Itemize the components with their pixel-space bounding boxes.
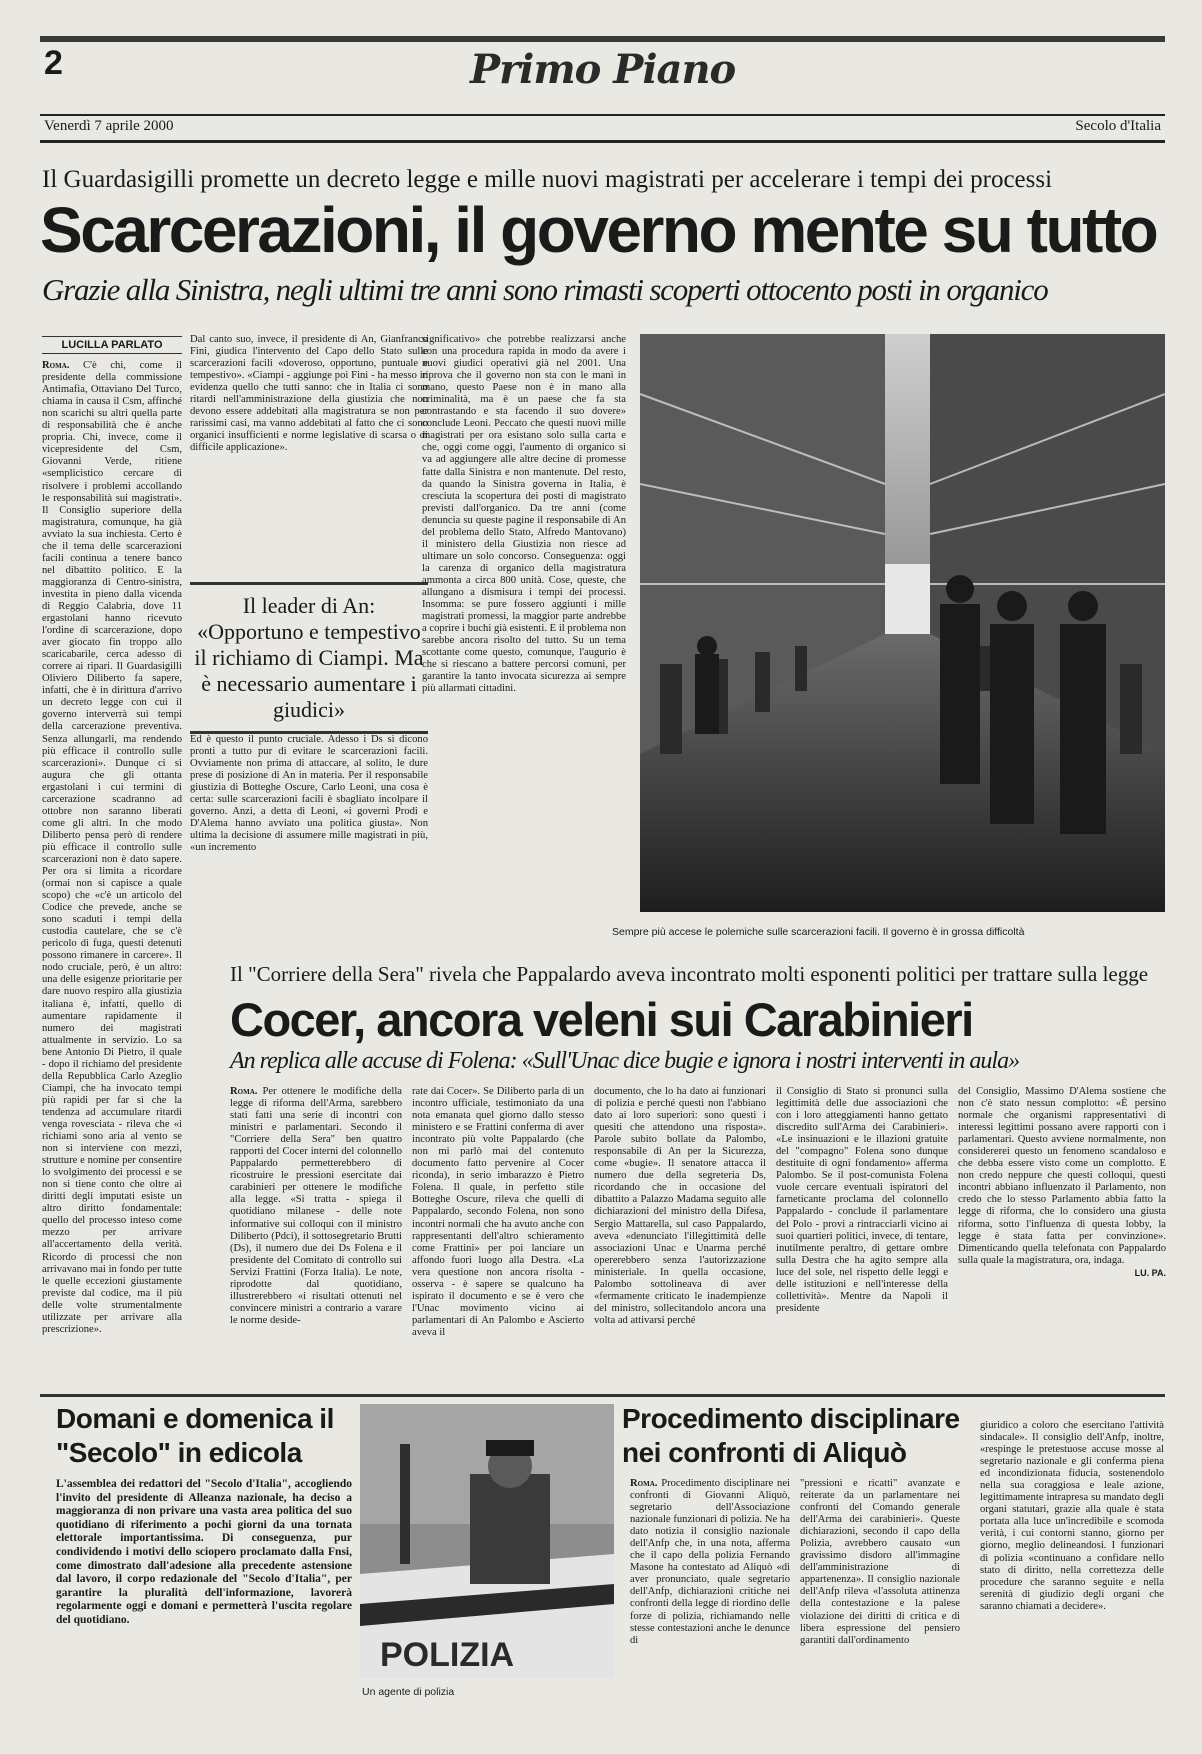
main-dateline: Roma. <box>42 360 70 372</box>
section-title: Primo Piano <box>470 46 736 93</box>
second-subhead: An replica alle accuse di Folena: «Sull'Unac dice bugie e ignora i nostri interventi in aula» <box>230 1048 1020 1074</box>
second-column-2-text: rate dai Cocer». Se Diliberto parla di un incontro ufficiale, testimoniato da una nota emanata quel giorno dallo stesso ministero e se Frattini conferma di aver incontrato più volte Pappalardo (che non mi parlò mai del contenuto documento fatto pervenire al Cocer riconda), in serio imbarazzo è Pietro Folena. Il quale, in perfetto stile Botteghe Oscure, rileva che quelli di Pappalardo, secondo Folena, non sono incontri normali che ha avuto anche con rappresentanti dell'altro schieramento come Frattini» per poi lanciare un affondo fuori luogo alla Destra. «La vera questione non ancora risolta - osserva - è sapere se qualcuno ha ispirato il documento e se è vero che l'Unac movimento vicino ai parlamentari di An Palombo e Ascierto aveva il <box>412 1086 584 1338</box>
aliquo-column-3-text: giuridico a coloro che esercitano l'attività sindacale». Il consiglio dell'Anfp, inoltre, «respinge le pretestuose accuse mosse al segretario nazionale e gli conferma piena ed incondizionata fiducia, sostenendolo nella sua coraggiosa e leale azione, legittimamente intrapresa su mandato degli organi statutari, grazie alla quale è stata portata alla luce un'incredibile e scomoda verità, i cui contorni stanno, giorno per giorno, meglio delineandosi. I funzionari di polizia «continuano a confidare nello stato di diritto, nella correttezza delle procedure che saranno seguite e nella serenità di giudizio degli organi che saranno chiamati a decidere». <box>980 1420 1164 1612</box>
police-photo-caption: Un agente di polizia <box>362 1686 455 1698</box>
main-column-1-text: C'è chi, come il presidente della commissione Antimafia, Ottaviano Del Turco, chiama in causa il Csm, affinché non scarichi su altri quella parte di responsabilità che è anche propria. Chi, invece, come il vicepresidente del Csm, Giovanni Verde, ritiene «semplicistico cercare di risolvere i problemi accollando le responsabilità sui magistrati». Il Consiglio superiore della magistratura, comunque, ha già avviato la sua inchiesta. Certo è che il tema delle scarcerazioni facili continua a tenere banco nel dibattito politico. E la maggioranza di Centro-sinistra, investita in pieno dalla vicenda di Reggio Calabria, dove 11 ergastolani hanno ricevuto l'ordine di scarcerazione, dopo aver giocato fin troppo allo scaricabarile, cerca adesso di correre ai ripari. Il Guardasigilli Oliviero Diliberto fa sapere, infatti, che è in dirittura d'arrivo un decreto legge con cui il governo interverrà sui tempi della carcerazione preventiva. Senza allungarli, ma rendendo più efficace il controllo sulle scarcerazioni». Dunque ci si augura che gli ottanta ergastolani i cui termini di carcerazione scadranno ad ottobre non saranno liberati come gli altri. In che modo Diliberto pensa però di rendere più efficace il controllo sulle scarcerazioni non è dato sapere. Per ora si limita a ricordare (ormai non si capisce a quale scopo) che «c'è un articolo del Codice che prevede, anche se sono scaduti i tempi della custodia cautelare, che se c'è pericolo di fuga, questi detenuti possono rimanere in carcere». Il nodo cruciale, però, è un altro: una delle esigenze prioritarie per dare nuovo respiro alla giustizia italiana è, infatti, quello di aumentare rapidamente il numero dei magistrati attualmente in servizio. Lo sa bene Antonio Di Pietro, il quale - dopo il richiamo del presidente della Repubblica Carlo Azeglio Ciampi, che ha invocato tempi più rapidi per far sì che la tendenza ad accumulare ritardi venga rovesciata - rileva che «i richiami sono aria al vento se non si interviene con mezzi, strutture e nomine per consentire lo svolgimento dei processi e se non si tiene conto che oltre ai diritti degli imputati esiste un altro diritto fondamentale: quello del processo inteso come mezzo per arrivare all'accertamento della verità. Ricordo di processi che non arrivavano mai in fondo per tutte le quelle eccezioni giustamente previste dal codice, ma il più delle volte strumentalmente utilizzate per arrivare alla prescrizione». <box>42 360 182 1335</box>
main-kicker: Il Guardasigilli promette un decreto legge e mille nuovi magistrati per accelerare i tempi dei processi <box>42 166 1053 193</box>
police-car-label: POLIZIA <box>380 1636 515 1674</box>
main-column-3-text: significativo» che potrebbe realizzarsi anche con una procedura rapida in modo da avere i nuovi giudici operativi già nel 2001. Una riprova che il governo non sta con le mani in mano, questo Paese non è in mano alla criminalità, ma è un paese che fa sta contrastando e sta facendo il suo dovere» conclude Leoni. Peccato che questi nuovi mille magistrati per ora esistano solo sulla carta e che, oggi come oggi, l'aumento di organico si va ad aggiungere alle altre decine di promesse fatte dalla Sinistra e non mantenute. Del resto, da quando la Sinistra governa in Italia, è cresciuta la scopertura dei posti di magistrato previsti dall'organico. Da tre anni (come denuncia su queste pagine il responsabile di An del problema dello Stato, Alfredo Mantovano) il ministero della Giustizia non riesce ad ultimare un solo concorso. Conseguenza: oggi la carenza di organico della magistratura ammonta a circa 800 unità. Cose, queste, che allungano a dismisura i tempi dei processi. Insomma: se pure fossero aggiunti i mille magistrati promessi, la maggior parte andrebbe a coprire i buchi già esistenti. E il problema non sarebbe ancora risolto del tutto. Su un tema scottante come questo, comunque, l'augurio è che si riescano a battere percorsi comuni, per garantire la tanto invocata sicurezza ai sempre più allarmati cittadini. <box>422 334 626 695</box>
main-column-2-bottom-text: Ed è questo il punto cruciale. Adesso i Ds si dicono pronti a tutto pur di evitare le scarcerazioni facili. Ovviamente non prima di attaccare, al solito, le dure prese di posizione di An in materia. Per il responsabile giustizia di Botteghe Oscure, Carlo Leoni, una cosa è certa: sulle scarcerazioni facili è sbagliato incolpare il governo. Anzi, a detta di Leoni, «i governi Prodi e D'Alema hanno avviato una politica giusta». Non ultima la decisione di assumere mille magistrati in più, «un incremento <box>190 734 428 854</box>
second-column-3-text: documento, che lo ha dato ai funzionari di polizia e perché questi non l'abbiano dato ai loro superiori: sono questi i quesiti che attendono una risposta». Parole subito bollate da Palombo, responsabile di An per la Sicurezza, come «bugie». Il senatore attacca il numero due della segreteria Ds, ricordando che in occasione del dibattito a Palazzo Madama seguito alle dichiarazioni del ministro della Difesa, Sergio Mattarella, sul caso Pappalardo, aveva «denunciato l'illegittimità delle associazioni Unac e Unarma perché opererebbero senza l'autorizzazione ministeriale. In quella occasione, Palombo sottolineava di aver «fermamente criticato le inadempienze del ministro, sollecitandolo ancora una volta ad attivarsi perché <box>594 1086 766 1326</box>
second-column-4-text: il Consiglio di Stato si pronunci sulla legittimità delle due associazioni che con i loro atteggiamenti hanno gettato discredito sull'Arma dei Carabinieri». «Le insinuazioni e le illazioni gratuite del "compagno" Folena sono dunque destituite di ogni fondamento» afferma Palombo. Se il post-comunista Folena vuole cercare eventuali ispiratori del farneticante proclama del colonnello Pappalardo - conclude il parlamentare del Polo - provi a rintracciarli vicino ai suoi quartieri politici, invece, di tentare, inutilmente peraltro, di gettare ombre sulla Destra che ha agito sempre alla luce del sole, nel rispetto delle leggi e delle istituzioni e nell'interesse della collettività». Mentre da Napoli il presidente <box>776 1086 948 1314</box>
second-column-5 <box>958 1086 1166 1376</box>
page-number: 2 <box>44 44 63 82</box>
second-column-2 <box>412 1086 584 1376</box>
main-column-3 <box>422 334 626 934</box>
main-headline: Scarcerazioni, il governo mente su tutto <box>40 194 1157 266</box>
second-kicker: Il "Corriere della Sera" rivela che Pappalardo aveva incontrato molti esponenti politici per trattare sulla legge <box>230 962 1149 986</box>
pull-quote: Il leader di An: «Opportuno e tempestivo il richiamo di Ciampi. Ma è necessario aumentare i giudici» <box>190 582 428 734</box>
byline: LUCILLA PARLATO <box>42 336 182 354</box>
main-column-1 <box>42 336 182 1378</box>
main-subhead: Grazie alla Sinistra, negli ultimi tre anni sono rimasti scoperti ottocento posti in organico <box>42 272 1048 307</box>
edicola-box-title: Domani e domenica il "Secolo" in edicola <box>56 1403 334 1468</box>
edicola-box-text: L'assemblea dei redattori del "Secolo d'Italia", accogliendo l'invito del presidente di Alleanza nazionale, ha deciso a maggioranza di non privare una vasta area politica del suo quotidiano di riferimento a pochi giorni da una tornata elettorale importantissima. Di conseguenza, pur condividendo i motivi dello sciopero proclamato dalla Fnsi, come dimostrato dall'adesione alla precedente astensione dal lavoro, il corpo redazionale del "Secolo d'Italia", per garantire la pluralità dell'informazione, lavorerà regolarmente oggi e domani e permetterà l'uscita regolare del quotidiano. <box>56 1478 352 1626</box>
main-column-2-bottom <box>190 734 428 934</box>
aliquo-column-1-text: Procedimento disciplinare nei confronti di Giovanni Aliquò, segretario dell'Associazione nazionale funzionari di polizia. Ne ha dato notizia il consiglio nazionale dell'Anfp che, in una nota, afferma che il capo della polizia Fernando Masone ha contestato ad Aliquò «di aver pronunciato, quale segretario dell'Anfp, dichiarazioni critiche nei confronti della legge di riordino delle forze di polizia, richiamando nelle stesse contestazioni anche le denunce di <box>630 1478 790 1646</box>
aliquo-column-3 <box>980 1420 1164 1703</box>
aliquo-dateline: Roma. <box>630 1478 658 1489</box>
second-column-1-text: Per ottenere le modifiche della legge di riforma dell'Arma, sarebbero stati fatti una serie di incontri con ministri e parlamentari. Secondo il "Corriere della Sera" ben quattro rapporti del Cocer interni del colonnello Pappalardo permetterebbero di ricostruire le pressioni esercitate dai carabinieri per ottenere le modifiche alla legge. «Si tratta - spiega il quotidiano milanese - delle note informative sui colloqui con il ministro Diliberto (Pdci), il sottosegretario Brutti (Ds), il numero due dei Ds Folena e il presidente del Comitato di controllo sui Servizi Frattini (Forza Italia). Le note, riprodotte dal quotidiano, illustrerebbero «i risultati ottenuti nel convincere ministri a contrario a varare le norme deside- <box>230 1086 402 1326</box>
dateline-bar <box>40 114 1165 143</box>
second-column-3 <box>594 1086 766 1376</box>
second-signature: LU. PA. <box>1134 1267 1166 1278</box>
aliquo-column-2-text: "pressioni e ricatti" avanzate e reiterate da un parlamentare nei confronti del Comando generale dell'Arma dei carabinieri». Queste dichiarazioni, secondo il capo della Polizia, avrebbero causato «un gravissimo disdoro all'immagine dell'amministrazione di appartenenza». Il consiglio nazionale dell'Anfp rileva «l'assoluta attinenza della contestazione e la palese violazione dei diritti di critica e di libera espressione del pensiero garantiti dall'ordinamento <box>800 1478 960 1646</box>
second-headline: Cocer, ancora veleni sui Carabinieri <box>230 993 973 1046</box>
second-column-4 <box>776 1086 948 1376</box>
main-column-2-top-text: Dal canto suo, invece, il presidente di An, Gianfranco Fini, giudica l'intervento del Capo dello Stato sulle scarcerazioni facili «doveroso, opportuno, puntuale e tempestivo». «Ciampi - aggiunge poi Fini - ha messo in evidenza quello che tutti sanno: che in Italia ci sono ritardi nell'amministrazione della giustizia che non devono essere addebitati alla magistratura se non per rarissimi casi, ma vanno addebitati al fatto che ci sono organici insufficienti e norme legislative di scarsa o di difficile applicazione». <box>190 334 428 454</box>
second-dateline: Roma. <box>230 1086 258 1097</box>
second-column-5-text: del Consiglio, Massimo D'Alema sostiene che non c'è stato nessun complotto: «È persino normale che organismi rappresentativi di interessi legittimi possano avere rapporti con i parlamentari. Questo avviene normalmente, non considererei questo un fenomeno scandaloso e che debba essere visto come un complotto. E non credo neppure che questi colloqui, questi incontri abbiano influenzato il Parlamento, non credo che lo stesso Parlamento abbia fatto la legge di riforma, che lo considero una giusta riforma, sotto l'influenza di questa lobby, la legge è stata fatta per convinzione». Dimenticando quella telefonata con Pappalardo sulla quale la magistratura, ora, indaga. <box>958 1086 1166 1266</box>
aliquo-column-1 <box>630 1478 790 1703</box>
paper-name: Secolo d'Italia <box>1075 118 1161 134</box>
police-agent-photo <box>360 1404 614 1678</box>
prison-corridor-photo <box>640 334 1165 912</box>
issue-date: Venerdì 7 aprile 2000 <box>44 118 174 134</box>
aliquo-box-title: Procedimento disciplinare nei confronti di Aliquò <box>622 1403 960 1468</box>
top-rule <box>40 36 1165 42</box>
main-column-2-top <box>190 334 428 574</box>
aliquo-column-2 <box>800 1478 960 1703</box>
prison-photo-caption: Sempre più accese le polemiche sulle scarcerazioni facili. Il governo è in grossa difficoltà <box>612 926 1025 938</box>
second-column-1 <box>230 1086 402 1376</box>
